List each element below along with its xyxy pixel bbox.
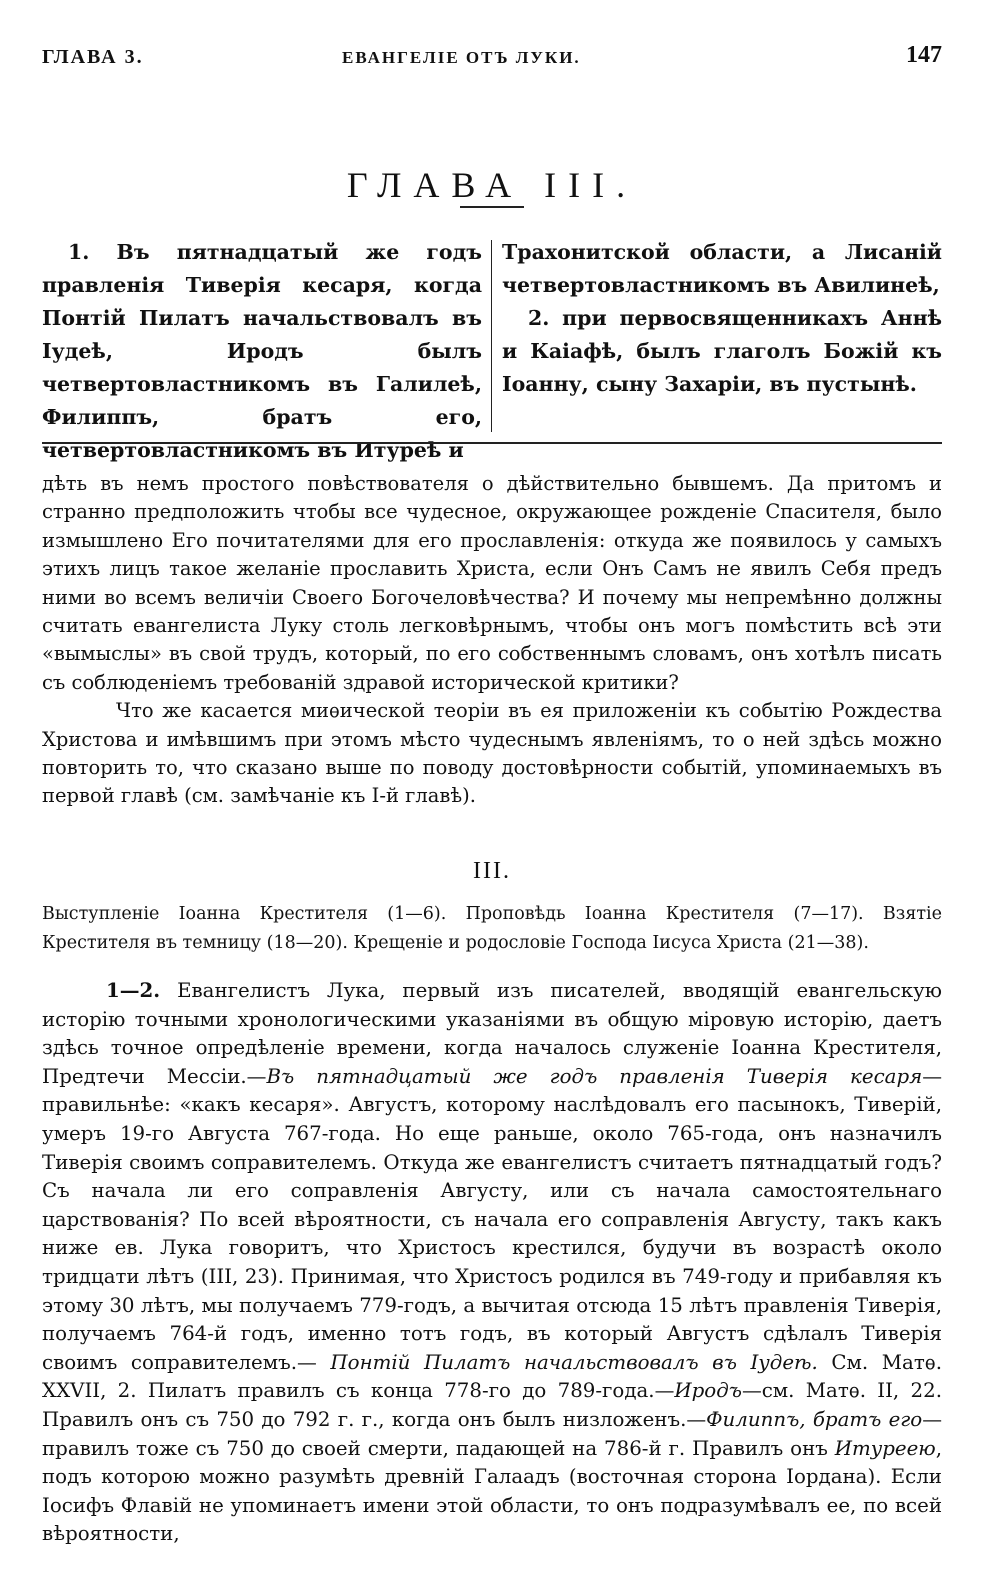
note-lemma: 1—2. [106, 978, 161, 1002]
scripture-right-column [502, 236, 942, 401]
chapter-title: ГЛАВА III. [346, 165, 638, 206]
section-summary [42, 900, 942, 958]
note-quote: Иродъ [674, 1379, 742, 1403]
verse-1-continued: Трахонитской области, а Лисаній четвертовластникомъ въ Авилинеѣ, [502, 240, 942, 297]
title-rule [460, 206, 524, 208]
column-divider [491, 240, 492, 432]
note-text: —правильнѣе: «какъ кесаря». Августъ, которому наслѣдовалъ его пасынокъ, Тиверій, умеръ 19-го Августа 767-года. Но еще раньше, около 765-года, онъ назначилъ Тиверія своимъ соправителемъ. Откуда же евангелистъ считаетъ пятнадцатый годъ? Съ начала ли его соправленія Августу, или съ начала самостоятельнаго царствованія? По всей вѣроятности, съ начала его соправленія Августу, такъ какъ ниже ев. Лука говоритъ, что Христосъ крестился, будучи въ возрастѣ около тридцати лѣтъ (III, 23). Принимая, что Христосъ родился въ 749-году и прибавляя къ этому 30 лѣтъ, мы получаемъ 779-годъ, а вычитая отсюда 15 лѣтъ правленія Тиверія, получаемъ 764-й годъ, именно тотъ годъ, въ который Августъ сдѣлалъ Тиверія своимъ соправителемъ.— [42, 1064, 942, 1374]
note-text: —см. Матѳ. II, 22. Правилъ онъ съ 750 до 792 г. г., когда онъ былъ низложенъ.— [42, 1379, 942, 1431]
commentary-paragraph: Что же касается миѳической теоріи въ ея приложеніи къ событію Рождества Христова и имѣвшимъ при этомъ мѣсто чудеснымъ явленіямъ, то о ней здѣсь можно повторить то, что сказано выше по поводу достовѣрности событій, упоминаемыхъ въ первой главѣ (см. замѣчаніе къ I-й главѣ). [42, 699, 942, 808]
note-text: , подъ которою можно разумѣть древній Галаадъ (восточная сторона Іордана). Если Іосифъ Флавій не упоминаетъ имени этой области, то онъ подразумѣвалъ ее, по всей вѣроятности, [42, 1436, 942, 1546]
commentary-text [42, 470, 942, 811]
note-quote: Въ пятнадцатый же годъ правленія Тиверія кесаря [266, 1064, 923, 1088]
note-text: Евангелистъ Лука, первый изъ писателей, вводящій евангельскую исторію точными хронологическими указаніями въ общую міровую исторію, даетъ здѣсь точное опредѣленіе времени, когда началось служеніе Іоанна Крестителя, Предтечи Мессіи.— [42, 979, 942, 1088]
verse-2: 2. при первосвященникахъ Аннѣ и Каіафѣ, былъ глаголъ Божій къ Іоанну, сыну Захаріи, въ пустынѣ. [502, 306, 942, 396]
note-quote: Филиппъ, братъ его [706, 1407, 923, 1431]
note-quote: Итуреею [834, 1436, 936, 1460]
scripture-block [42, 236, 942, 462]
commentary-paragraph: дѣть въ немъ простого повѣствователя о дѣйствительно бывшемъ. Да притомъ и странно предположить чтобы все чудесное, окружающее рожденіе Спасителя, было измышлено Его почитателями для его прославленія: откуда же появилось у самыхъ этихъ лицъ такое желаніе прославить Христа, если Онъ Самъ не явилъ Себя предъ ними во всемъ величіи Своего Богочеловѣчества? И почему мы непремѣнно должны считать евангелиста Луку столь легковѣрнымъ, чтобы онъ могъ помѣстить всѣ эти «вымыслы» въ свой трудъ, который, по его собственнымъ словамъ, онъ хотѣлъ писать съ соблюденіемъ требованій здравой исторической критики? [42, 472, 942, 694]
note-paragraph [42, 976, 942, 1549]
note-text: См. Матѳ. XXVII, 2. Пилатъ правилъ съ конца 778-го до 789-года.— [42, 1350, 942, 1403]
note-text: —правилъ тоже съ 750 до своей смерти, падающей на 786-й г. Правилъ онъ [42, 1407, 942, 1460]
running-head [42, 42, 942, 76]
scripture-rule [42, 442, 942, 444]
scripture-left-column [42, 236, 482, 467]
book-page [42, 0, 942, 1588]
note-quote: Понтій Пилатъ начальствовалъ въ Іудеѣ. [330, 1350, 818, 1374]
verse-1: 1. Въ пятнадцатый же годъ правленія Тиверія кесаря, когда Понтій Пилатъ начальствовалъ въ Іудеѣ, Иродъ былъ четвертовластникомъ въ Галилеѣ, Филиппъ, братъ его, четвертовластникомъ въ Итуреѣ и [42, 240, 482, 462]
section-summary-text: Выступленіе Іоанна Крестителя (1—6). Проповѣдь Іоанна Крестителя (7—17). Взятіе Крестителя въ темницу (18—20). Крещеніе и родословіе Господа Іисуса Христа (21—38). [42, 904, 942, 953]
page-number: 147 [906, 42, 942, 68]
section-number: III. [473, 858, 511, 884]
verse-notes [42, 976, 942, 1549]
running-head-chapter: ГЛАВА 3. [42, 46, 144, 68]
running-head-title: ЕВАНГЕЛІЕ ОТЪ ЛУКИ. [342, 48, 581, 67]
